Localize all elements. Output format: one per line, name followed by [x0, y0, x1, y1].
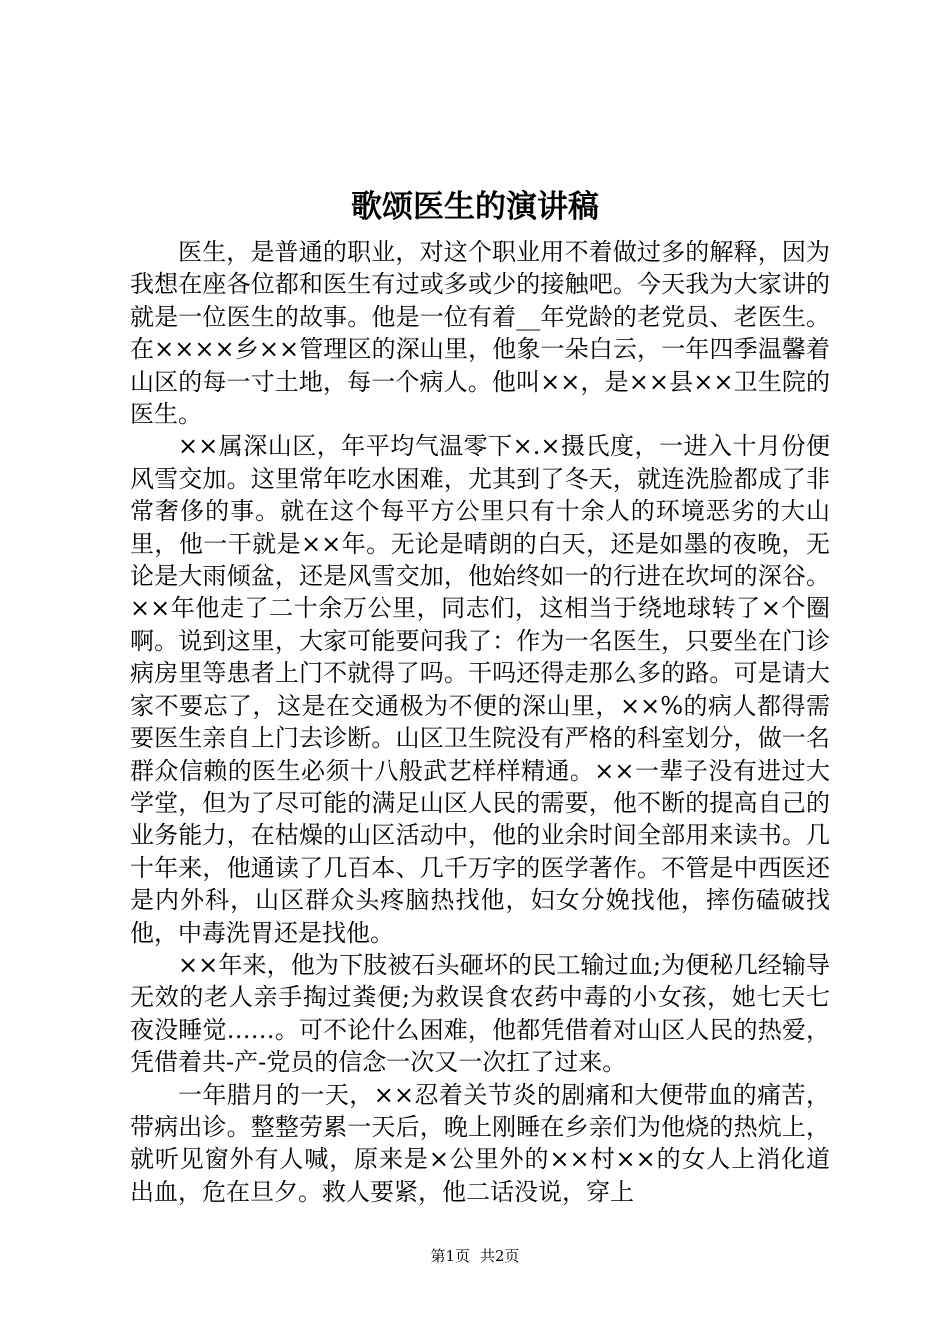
page-total: 共2页: [480, 1247, 520, 1265]
page-footer: [0, 1246, 950, 1266]
paragraph: 医生，是普通的职业，对这个职业用不着做过多的解释，因为我想在座各位都和医生有过或多或少的接触吧。今天我为大家讲的就是一位医生的故事。他是一位有着__年党龄的老党员、老医生。在××××乡××管理区的深山里，他象一朵白云，一年四季温馨着山区的每一寸土地，每一个病人。他叫××，是××县××卫生院的医生。: [130, 238, 830, 429]
paragraph: ××年来，他为下肢被石头砸坏的民工输过血;为便秘几经输导无效的老人亲手掏过粪便;为救误食农药中毒的小女孩，她七天七夜没睡觉……。可不论什么困难，他都凭借着对山区人民的热爱，凭借着共-产-党员的信念一次又一次扛了过来。: [130, 950, 830, 1077]
paragraph: 一年腊月的一天，××忍着关节炎的剧痛和大便带血的痛苦，带病出诊。整整劳累一天后，晚上刚睡在乡亲们为他烧的热炕上，就听见窗外有人喊，原来是×公里外的××村××的女人上消化道出血，危在旦夕。救人要紧，他二话没说，穿上: [130, 1080, 830, 1206]
document-title: 歌颂医生的演讲稿: [351, 189, 599, 225]
page-number: 第1页: [430, 1247, 470, 1265]
paragraph: ××属深山区，年平均气温零下×.×摄氏度，一进入十月份便风雪交加。这里常年吃水困难，尤其到了冬天，就连洗脸都成了非常奢侈的事。就在这个每平方公里只有十余人的环境恶劣的大山里，他一干就是××年。无论是晴朗的白天，还是如墨的夜晚，无论是大雨倾盆，还是风雪交加，他始终如一的行进在坎坷的深谷。××年他走了二十余万公里，同志们，这相当于绕地球转了×个圈啊。说到这里，大家可能要问我了：作为一名医生，只要坐在门诊病房里等患者上门不就得了吗。干吗还得走那么多的路。可是请大家不要忘了，这是在交通极为不便的深山里，××%的病人都得需要医生亲自上门去诊断。山区卫生院没有严格的科室划分，做一名群众信赖的医生必须十八般武艺样样精通。××一辈子没有进过大学堂，但为了尽可能的满足山区人民的需要，他不断的提高自己的业务能力，在枯燥的山区活动中，他的业余时间全部用来读书。几十年来，他通读了几百本、几千万字的医学著作。不管是中西医还是内外科，山区群众头疼脑热找他，妇女分娩找他，摔伤磕破找他，中毒洗胃还是找他。: [130, 432, 830, 947]
document-body: [130, 236, 830, 1208]
